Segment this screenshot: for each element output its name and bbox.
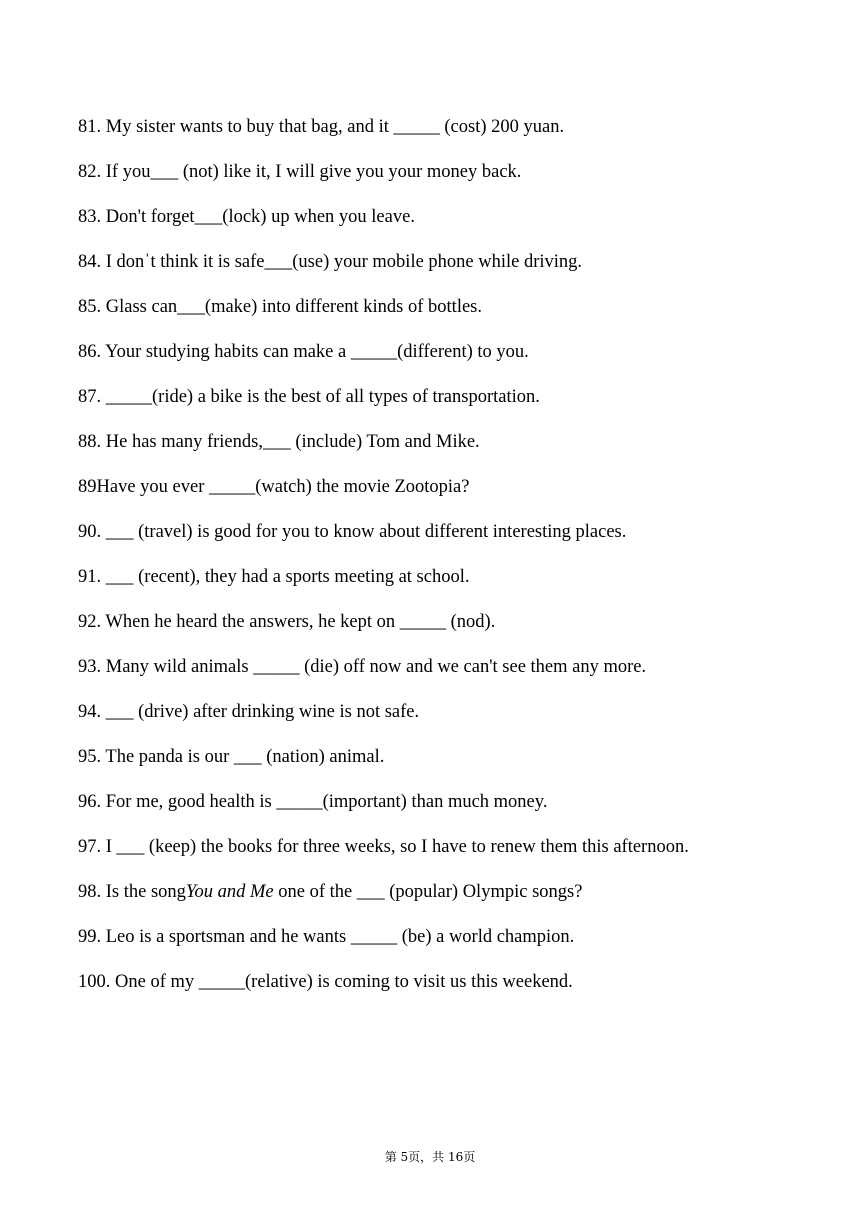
question-96: 96. For me, good health is _____(important) than much money.: [78, 792, 548, 812]
question-87: 87. _____(ride) a bike is the best of all types of transportation.: [78, 387, 540, 407]
question-94: 94. ___ (drive) after drinking wine is not safe.: [78, 702, 420, 722]
question-100: 100. One of my _____(relative) is coming to visit us this weekend.: [78, 972, 573, 992]
question-82: 82. If you___ (not) like it, I will give you your money back.: [78, 162, 522, 182]
song-title: You and Me: [185, 882, 274, 902]
question-86: 86. Your studying habits can make a _____(different) to you.: [78, 342, 529, 362]
question-92: 92. When he heard the answers, he kept on _____ (nod).: [78, 612, 496, 632]
question-98-text-before: 98. Is the song: [78, 882, 186, 902]
question-93: 93. Many wild animals _____ (die) off now and we can't see them any more.: [78, 657, 647, 677]
question-91: 91. ___ (recent), they had a sports meeting at school.: [78, 567, 470, 587]
question-84: 84. I donˈt think it is safe___(use) your mobile phone while driving.: [78, 252, 583, 272]
question-98-text-after: one of the ___ (popular) Olympic songs?: [273, 882, 583, 902]
question-99: 99. Leo is a sportsman and he wants _____ (be) a world champion.: [78, 927, 575, 947]
question-95: 95. The panda is our ___ (nation) animal.: [78, 747, 385, 767]
question-85: 85. Glass can___(make) into different kinds of bottles.: [78, 297, 483, 317]
question-list: [78, 114, 818, 1014]
question-88: 88. He has many friends,___ (include) Tom and Mike.: [78, 432, 480, 452]
page-footer: 第 5页，共 16页: [384, 1150, 476, 1164]
question-89: 89Have you ever _____(watch) the movie Zootopia?: [78, 477, 470, 497]
question-98: [78, 879, 818, 924]
question-81: 81. My sister wants to buy that bag, and it _____ (cost) 200 yuan.: [78, 117, 565, 137]
question-90: 90. ___ (travel) is good for you to know about different interesting places.: [78, 522, 627, 542]
question-83: 83. Don't forget___(lock) up when you leave.: [78, 207, 415, 227]
question-97: 97. I ___ (keep) the books for three weeks, so I have to renew them this afternoon.: [78, 837, 689, 857]
